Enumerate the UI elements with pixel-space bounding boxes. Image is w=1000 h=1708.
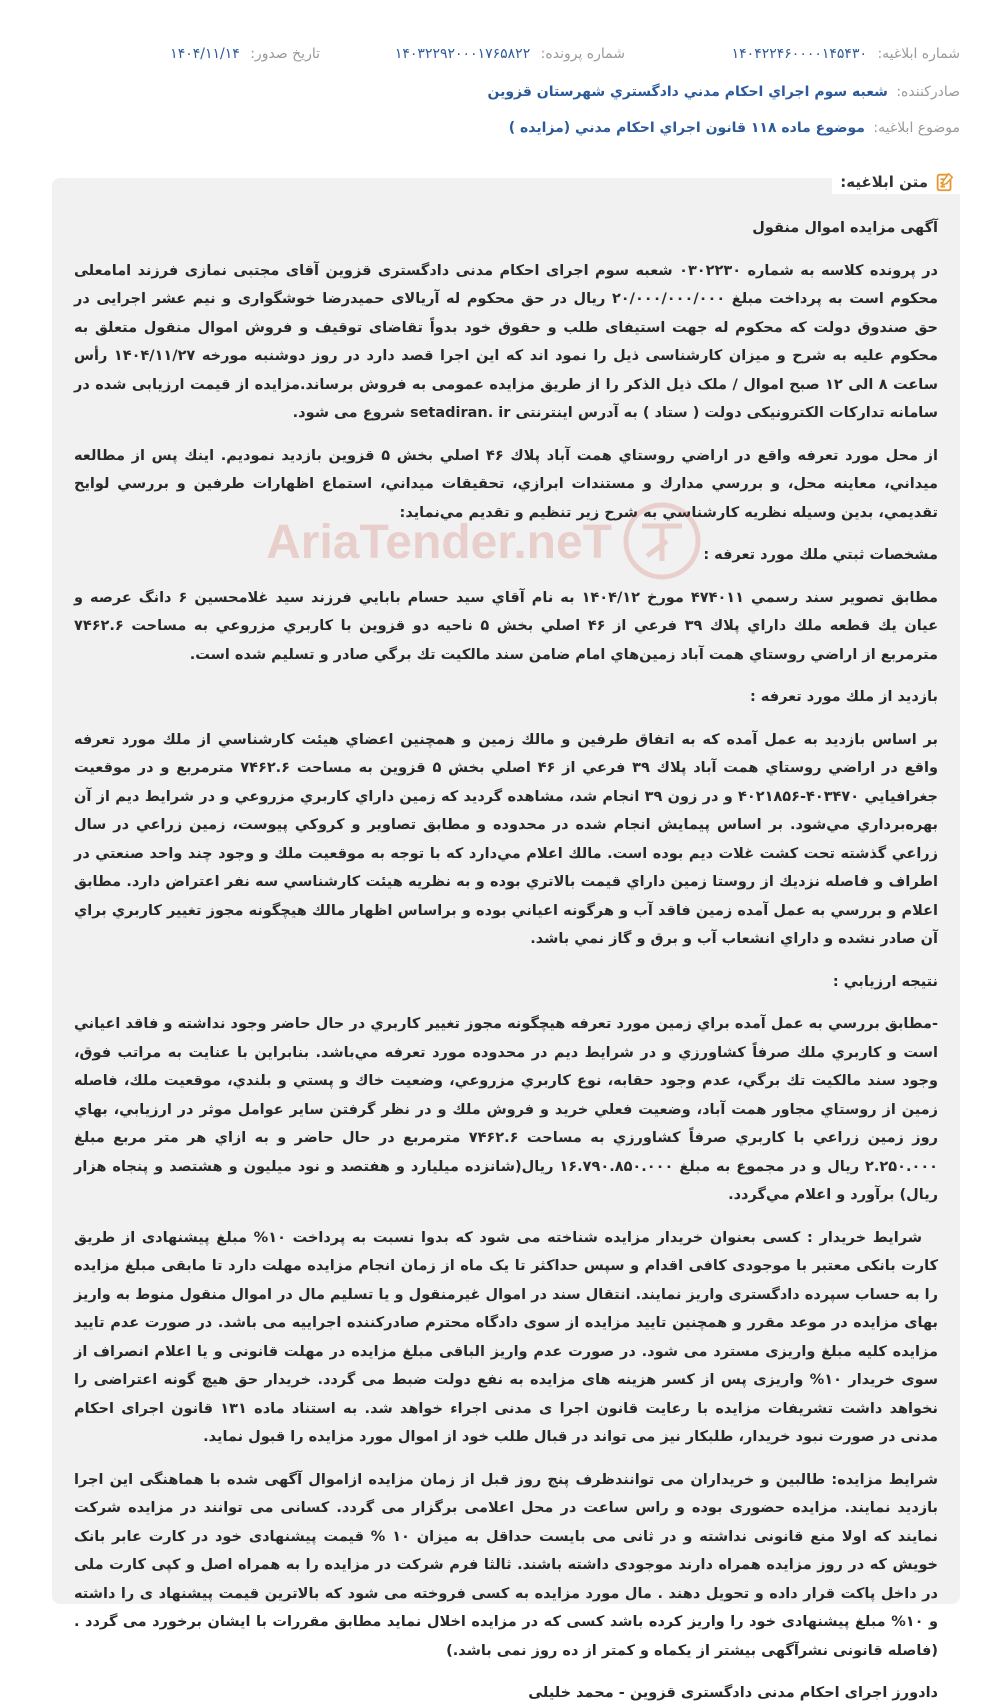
notice-body-box xyxy=(52,178,960,1701)
issue-date-label: تاریخ صدور: xyxy=(250,46,320,62)
evaluation-heading: نتيجه ارزيابي : xyxy=(832,973,938,990)
notice-heading: آگهی مزایده اموال منقول xyxy=(752,220,938,236)
subject-value: موضوع ماده ۱۱۸ قانون اجراي احكام مدني (مزايده ) xyxy=(508,120,865,136)
auction-conditions-paragraph: شرایط مزایده: طالبین و خریداران می توانندظرف پنج روز قبل از زمان مزایده ازاموال آگهی شده با هماهنگی این اجرا بازدید نمایند. مزایده حضوری بوده و راس ساعت در محل اعلامی برگزار می گردد. کسانی می توانند در مزایده شرکت نمایند که اولا منع قانونی نداشته و در ثانی می بایست حداقل به میزان ۱۰ % قیمت پیشنهادی خود در کارت عابر بانک خویش که در روز مزایده همراه دارند موجودی داشته باشند. ثالثا فرم شرکت در مزایده را به همراه اصل و کپی کارت ملی در داخل پاکت قرار داده و تحویل دهند . مال مورد مزایده به کسی فروخته می شود که بالاترین قیمت پیشنهاد ی را داشته و ۱۰% مبلغ پیشنهادی خود را واریز کرده باشد کسی که در مزایده اخلال نماید مطابق مقررات با ایشان برخورد می گردد .(فاصله قانونی نشرآگهی بیشتر از یکماه و کمتر از ده روز نمی باشد.) xyxy=(74,1471,939,1659)
issue-date-value: ۱۴۰۴/۱۱/۱۴ xyxy=(170,46,240,62)
case-paragraph: در پرونده کلاسه به شماره ۰۳۰۲۲۳۰ شعبه سوم اجرای احکام مدنی دادگستری قزوین آقای مجتبی نمازی فرزند امامعلی محکوم است به پرداخت مبلغ ۲۰/۰۰۰/۰۰۰/۰۰۰ ریال در حق محکوم له آریالای حمیدرضا خوشگواری و نیم عشر اجرایی در حق صندوق دولت که محکوم له جهت استیفای طلب و حقوق خود بدواً تقاضای توقیف و فروش اموال منقول متعلق به محکوم علیه به شرح و میزان کارشناسی ذیل را نمود اند که این اجرا قصد دارد در روز دوشنبه مورخه ۱۴۰۴/۱۱/۲۷ رأس ساعت ۸ الی ۱۲ صبح اموال / ملک ذیل الذکر را از طریق مزایده عمومی به فروش برساند.مزایده از قیمت ارزیابی شده در سامانه تدارکات الکترونیکی دولت ( ستاد ) به آدرس اینترنتی setadiran. ir شروع می شود. xyxy=(74,262,938,421)
issuer-row xyxy=(40,84,960,100)
subject-label: موضوع ابلاغیه: xyxy=(873,120,960,136)
case-number xyxy=(395,46,625,62)
notice-number-value: ۱۴۰۴۲۲۴۶۰۰۰۰۱۴۵۴۳۰ xyxy=(731,46,867,62)
visit-paragraph: از محل مورد تعرفه واقع در اراضي روستاي همت آباد پلاك ۴۶ اصلي بخش ۵ قزوين بازديد نموديم. اينك پس از مطالعه ميداني، معاينه محل، و بررسي مدارك و مستندات ابرازي، تحقيقات ميداني، استماع اظهارات طرفين و بررسي لوايح تقديمي، بدين وسيله نظريه كارشناسي به شرح زير تنظيم و تقديم مي‌نمايد: xyxy=(74,447,938,521)
notice-meta-row xyxy=(40,46,960,70)
registry-paragraph: مطابق تصوير سند رسمي ۴۷۴۰۱۱ مورخ ۱۴۰۴/۱۲ به نام آقاي سيد حسام بابايي فرزند سيد غلامحسين ۶ دانگ عرصه و عيان يك قطعه ملك داراي پلاك ۳۹ فرعي از ۴۶ اصلي بخش ۵ ناحيه دو قزوين با كاربري مزروعي به مساحت ۷۴۶۲.۶ مترمربع از اراضي روستاي همت آباد زمين‌هاي امام ضامن سند مالكيت تك برگي صادر و تسليم شده است. xyxy=(74,589,939,663)
body-title-text: متن ابلاغیه: xyxy=(840,173,928,191)
evaluation-paragraph: -مطابق بررسي به عمل آمده براي زمين مورد تعرفه هيچگونه مجوز تغيير كاربري در حال حاضر وجود نداشته و فاقد اعياني است و كاربري ملك صرفاً كشاورزي و در شرايط ديم در محدوده مورد تعرفه مي‌باشد. بنابراين با عنايت به مراتب فوق، وجود سند مالكيت تك برگي، عدم وجود حقابه، نوع كاربري مزروعي، وضعيت خاك و پستي و بلندي، موقعيت ملك، فاصله زمين از روستاي مجاور همت آباد، وضعيت فعلي خريد و فروش ملك و در نظر گرفتن ساير عوامل موثر در ارزيابي، بهاي روز زمين زراعي با كاربري صرفاً كشاورزي به مساحت ۷۴۶۲.۶ مترمربع در حال حاضر و به ازاي هر متر مربع مبلغ ۲.۲۵۰.۰۰۰ ريال و در مجموع به مبلغ ۱۶.۷۹۰.۸۵۰.۰۰۰ ريال(شانزده ميليارد و هفتصد و نود ميليون و هشتصد و پنجاه هزار ريال) برآورد و اعلام مي‌گردد. xyxy=(74,1016,939,1203)
inspection-paragraph: بر اساس بازديد به عمل آمده كه به اتفاق طرفين و مالك زمين و همچنين اعضاي هيئت كارشناسي از ملك مورد تعرفه واقع در اراضي روستاي همت آباد پلاك ۳۹ فرعي از ۴۶ اصلي بخش ۵ قزوين به مساحت ۷۴۶۲.۶ مترمربع و در موقعيت جغرافيايي ۴۰۳۴۷۰-۴۰۲۱۸۵۶ و در زون ۳۹ انجام شد، مشاهده گرديد كه زمين داراي كاربري مزروعي و در شرايط ديم از آن بهره‌برداري مي‌شود. بر اساس پيمايش انجام شده در محدوده و مطابق تصاوير و كروكي پيوست، زمين زراعي در سال زراعي گذشته تحت كشت غلات ديم بوده است. مالك اعلام مي‌دارد كه با توجه به موقعيت ملك و وجود چند واحد صنعتي در اطراف و فاصله نزديك از روستا زمين داراي قيمت بالاتري بوده و به نظريه هيئت كارشناسي سه نفر اعتراض دارد. مطابق اعلام و بررسي به عمل آمده زمين فاقد آب و هرگونه اعياني بوده و براساس اظهار مالك هيچگونه مجوز تغيير كاربري براي آن صادر نشده و داراي انشعاب آب و برق و گاز نمي باشد. xyxy=(74,731,938,947)
watermark-text: AriaTender.neT xyxy=(266,516,612,569)
body-title xyxy=(832,170,960,194)
case-number-value: ۱۴۰۳۲۲۹۲۰۰۰۱۷۶۵۸۲۲ xyxy=(394,46,531,62)
inspection-heading: بازديد از ملك مورد تعرفه : xyxy=(749,689,938,705)
issuer-value: شعبه سوم اجراي احكام مدني دادگستري شهرستان قزوين xyxy=(487,84,888,100)
registry-heading: مشخصات ثبتي ملك مورد تعرفه : xyxy=(703,547,938,563)
subject-row xyxy=(40,120,960,136)
issuer-label: صادرکننده: xyxy=(896,84,960,100)
signature-line: دادورز اجرای احکام مدنی دادگستری قزوین - محمد خلیلی xyxy=(528,1685,938,1701)
notice-number xyxy=(732,46,960,62)
case-number-label: شماره پرونده: xyxy=(540,46,625,62)
issue-date xyxy=(170,46,320,62)
buyer-conditions-paragraph: شرایط خریدار : کسی بعنوان خریدار مزایده شناخته می شود که بدوا نسبت به پرداخت ۱۰% مبلغ پیشنهادی از طریق کارت بانکی معتبر با موجودی کافی اقدام و سپس حداکثر تا یک ماه از زمان انجام مزایده مهلت دارد تا مابقی مبلغ مزایده را به حساب سپرده دادگستری واریز نمایند. انتقال سند در اموال غیرمنقول و یا تسلیم مال در اموال منقول منوط به واریز بهای مزایده در موعد مقرر و همچنین تایید مزایده از سوی دادگاه محترم صادرکننده اجراییه می باشد. در صورت عدم تایید مزایده کلیه مبلغ واریزی مسترد می شود. در صورت عدم واریز الباقی مبلغ مزایده در مهلت قانونی و یا اعلام انصراف از سوی خریدار ۱۰% واریزی پس از کسر هزینه های مزایده به نفع دولت ضبط می گردد. خریدار حق هیچ گونه اعتراضی را نخواهد داشت تشریفات مزایده با رعایت قانون اجرا ی مدنی اجراء خواهد شد. به استناد ماده ۱۳۱ قانون اجرای احکام مدنی در صورت نبود خریدار، طلبکار نیز می تواند در قبال طلب خود از اموال مورد مزایده را قبول نماید. xyxy=(74,1229,938,1445)
document-icon xyxy=(934,171,956,193)
notice-number-label: شماره ابلاغیه: xyxy=(877,46,960,62)
